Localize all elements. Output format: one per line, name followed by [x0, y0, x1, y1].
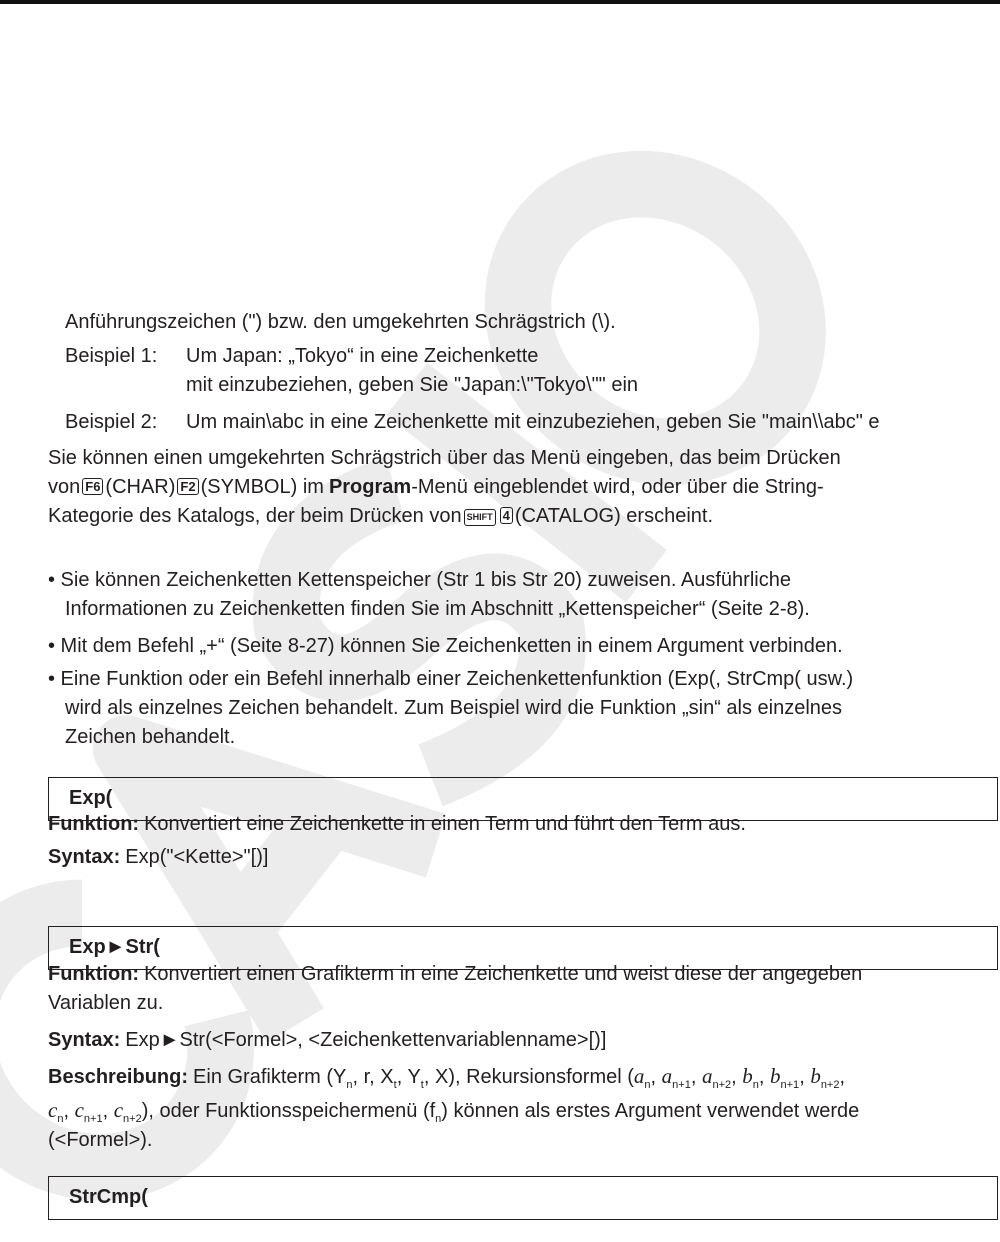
text: , r, X	[352, 1066, 394, 1088]
shift-key-icon: SHIFT	[464, 509, 496, 526]
example-2-text: Um main\abc in eine Zeichenkette mit einzubeziehen, geben Sie "main\\abc" e	[186, 411, 880, 433]
text: von	[48, 476, 81, 498]
text: Konvertiert eine Zeichenkette in einen Term und führt den Term aus.	[144, 813, 746, 835]
section-title: StrCmp(	[69, 1186, 148, 1208]
bullet-cont: Zeichen behandelt.	[65, 726, 236, 748]
syntax-line	[48, 1028, 606, 1052]
funktion-line: Variablen zu.	[48, 992, 164, 1014]
text: ), oder Funktionsspeichermenü (f	[141, 1100, 436, 1122]
example-1-text: Um Japan: „Tokyo“ in eine Zeichenkette	[186, 345, 539, 367]
section-title: Exp►Str(	[69, 936, 160, 958]
text: (CATALOG) erscheint.	[514, 505, 714, 527]
label: Syntax:	[48, 1029, 121, 1051]
paragraph	[48, 475, 824, 499]
beschreibung-line: Beschreibung: Ein Grafikterm ($Y_n$, r, $X_t$, $Y_t$, X), Rekursionsformel ($a_n$, $a_{n+1}$, $a_{n+2}$, $b_n$, $b_{n+1}$, $b_{n+2}$,	[48, 1064, 846, 1091]
program-menu-label: Program	[328, 476, 412, 498]
text: Kategorie des Katalogs, der beim Drücken von	[48, 505, 462, 527]
4-key-icon: 4	[500, 507, 513, 524]
text: ) können als erstes Argument verwendet werde	[441, 1100, 860, 1122]
text: (CHAR)	[105, 476, 176, 498]
text: -Menü eingeblendet wird, oder über die String-	[411, 476, 824, 498]
text: Ein Grafikterm (Y	[193, 1066, 347, 1088]
bullet: • Mit dem Befehl „+“ (Seite 8-27) können Sie Zeichenketten in einem Argument verbinden.	[48, 635, 843, 657]
bullet: • Eine Funktion oder ein Befehl innerhalb einer Zeichenkettenfunktion (Exp(, StrCmp( usw.)	[48, 668, 854, 690]
bullet: • Sie können Zeichenketten Kettenspeicher (Str 1 bis Str 20) zuweisen. Ausführliche	[48, 569, 791, 591]
text: , Y	[396, 1066, 421, 1088]
f6-key-icon: F6	[82, 478, 103, 495]
bullet-cont: Informationen zu Zeichenketten finden Sie im Abschnitt „Kettenspeicher“ (Seite 2-8).	[65, 598, 810, 620]
label: Syntax:	[48, 846, 121, 868]
example-1-label: Beispiel 1:	[65, 345, 158, 367]
funktion-line	[48, 962, 862, 986]
beschreibung-line: (<Formel>).	[48, 1129, 153, 1151]
paragraph	[48, 504, 713, 528]
paragraph: Sie können einen umgekehrten Schrägstrich über das Menü eingeben, das beim Drücken	[48, 447, 841, 469]
text-line: Anführungszeichen (") bzw. den umgekehrten Schrägstrich (\).	[65, 311, 616, 333]
text: , X), Rekursionsformel (	[423, 1066, 634, 1088]
example-2-label: Beispiel 2:	[65, 411, 158, 433]
section-title: Exp(	[69, 787, 113, 809]
text: Konvertiert einen Grafikterm in eine Zeichenkette und weist diese der angegeben	[144, 963, 863, 985]
syntax-line	[48, 845, 268, 869]
beschreibung-line: $c_n$, $c_{n+1}$, $c_{n+2}$), oder Funktionsspeichermenü $(f_n)$ können als erstes Argument verwendet werde	[48, 1098, 860, 1125]
f2-key-icon: F2	[177, 478, 198, 495]
text: (SYMBOL) im	[200, 476, 324, 498]
text: Exp("<Kette>"[)]	[125, 846, 269, 868]
label: Funktion:	[48, 963, 140, 985]
funktion-line	[48, 812, 746, 836]
bullet-cont: wird als einzelnes Zeichen behandelt. Zum Beispiel wird die Funktion „sin“ als einzelnes	[65, 697, 843, 719]
label: Funktion:	[48, 813, 140, 835]
section-header-strcmp	[48, 1176, 998, 1220]
label: Beschreibung:	[48, 1066, 189, 1088]
text: Exp►Str(<Formel>, <Zeichenkettenvariablenname>[)]	[125, 1029, 607, 1051]
example-1-text: mit einzubeziehen, geben Sie "Japan:\"Tokyo\"" ein	[186, 374, 639, 396]
